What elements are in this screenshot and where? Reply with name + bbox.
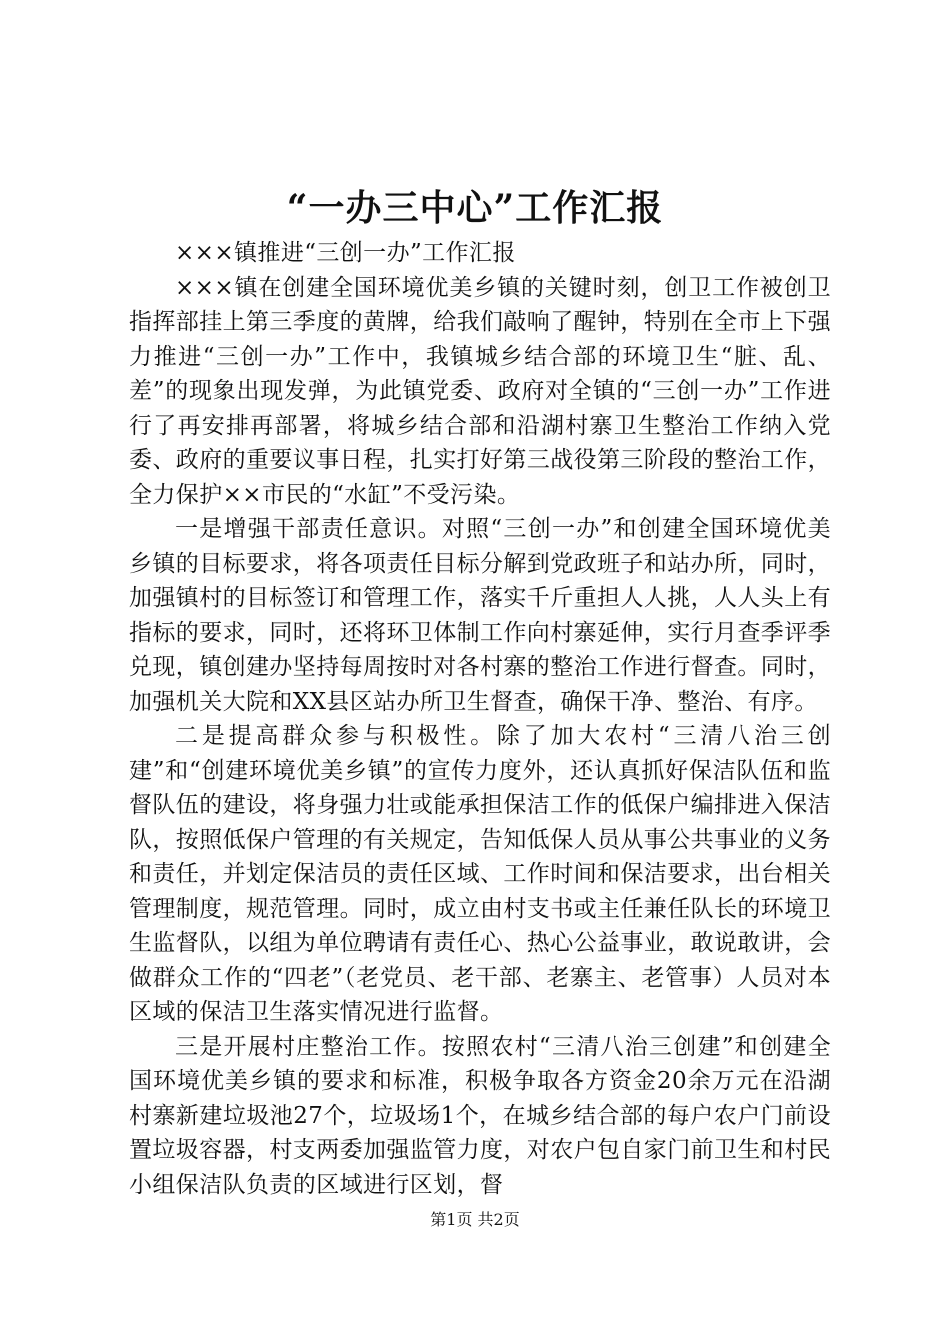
point-one-paragraph: 一是增强干部责任意识。对照“三创一办”和创建全国环境优美乡镇的目标要求，将各项责任目标分解到党政班子和站办所，同时，加强镇村的目标签订和管理工作，落实千斤重担人人挑，人人头上有指标的要求，同时，还将环卫体制工作向村寨延伸，实行月查季评季兑现，镇创建办坚持每周按时对各村寨的整治工作进行督查。同时，加强机关大院和XX县区站办所卫生督查，确保干净、整治、有序。 (129, 516, 831, 715)
page-footer: 第1页 共2页 (430, 1210, 520, 1229)
intro-paragraph: ×××镇在创建全国环境优美乡镇的关键时刻，创卫工作被创卫指挥部挂上第三季度的黄牌，给我们敲响了醒钟，特别在全市上下强力推进“三创一办”工作中，我镇城乡结合部的环境卫生“脏、乱、差”的现象出现发弹，为此镇党委、政府对全镇的“三创一办”工作进行了再安排再部署，将城乡结合部和沿湖村寨卫生整治工作纳入党委、政府的重要议事日程，扎实打好第三战役第三阶段的整治工作，全力保护××市民的“水缸”不受污染。 (129, 274, 831, 508)
point-two-paragraph: 二是提高群众参与积极性。除了加大农村“三清八治三创建”和“创建环境优美乡镇”的宣传力度外，还认真抓好保洁队伍和监督队伍的建设，将身强力壮或能承担保洁工作的低保户编排进入保洁队，按照低保户管理的有关规定，告知低保人员从事公共事业的义务和责任，并划定保洁员的责任区域、工作时间和保洁要求，出台相关管理制度，规范管理。同时，成立由村支书或主任兼任队长的环境卫生监督队，以组为单位聘请有责任心、热心公益事业，敢说敢讲，会做群众工作的“四老”（老党员、老干部、老寨主、老管事）人员对本区域的保洁卫生落实情况进行监督。 (129, 723, 831, 1025)
point-three-paragraph: 三是开展村庄整治工作。按照农村“三清八治三创建”和创建全国环境优美乡镇的要求和标准，积极争取各方资金20余万元在沿湖村寨新建垃圾池27个，垃圾场1个，在城乡结合部的每户农户门前设置垃圾容器，村支两委加强监管力度，对农户包自家门前卫生和村民小组保洁队负责的区域进行区划，督 (129, 1033, 831, 1198)
document-title: “一办三中心”工作汇报 (286, 187, 664, 229)
subtitle-paragraph: ×××镇推进“三创一办”工作汇报 (175, 240, 516, 266)
document-body (129, 236, 831, 1202)
